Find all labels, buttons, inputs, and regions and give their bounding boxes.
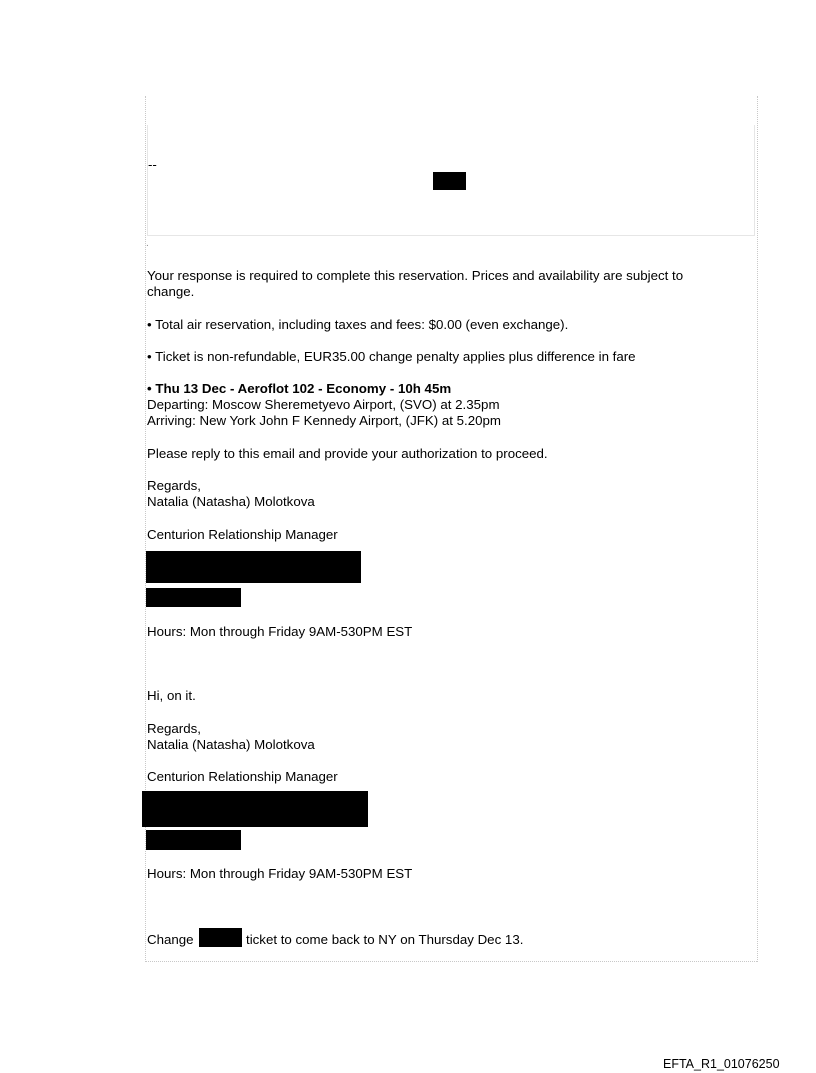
quote-separator: -- <box>148 157 157 172</box>
redaction-block <box>146 588 241 607</box>
email-frame-bottom-border <box>145 961 757 962</box>
reservation-intro-line1: Your response is required to complete this reservation. Prices and availability are subject to <box>147 268 684 283</box>
redaction-block <box>433 172 466 190</box>
signature-hours: Hours: Mon through Friday 9AM-530PM EST <box>147 624 413 639</box>
authorization-request: Please reply to this email and provide your authorization to proceed. <box>147 446 548 461</box>
email-frame-right-border <box>757 96 758 962</box>
reply-text: Hi, on it. <box>147 688 196 703</box>
redaction-block <box>146 830 241 850</box>
change-request-prefix: Change <box>147 932 194 947</box>
bates-number: EFTA_R1_01076250 <box>663 1057 780 1071</box>
reservation-intro-line2: change. <box>147 284 195 299</box>
small-dot: . <box>146 238 149 249</box>
flight-departing: Departing: Moscow Sheremetyevo Airport, (SVO) at 2.35pm <box>147 397 500 412</box>
bullet-total-air-reservation: • Total air reservation, including taxes and fees: $0.00 (even exchange). <box>147 317 569 332</box>
signature-title: Centurion Relationship Manager <box>147 527 338 542</box>
bullet-ticket-penalty: • Ticket is non-refundable, EUR35.00 change penalty applies plus difference in fare <box>147 349 636 364</box>
flight-heading: • Thu 13 Dec - Aeroflot 102 - Economy - 10h 45m <box>147 381 452 396</box>
redaction-block <box>142 791 368 827</box>
redaction-block <box>199 928 242 947</box>
signature-name: Natalia (Natasha) Molotkova <box>147 737 315 752</box>
change-request-suffix: ticket to come back to NY on Thursday Dec 13. <box>246 932 524 947</box>
redaction-block <box>146 551 361 583</box>
signature-regards: Regards, <box>147 721 201 736</box>
signature-title: Centurion Relationship Manager <box>147 769 338 784</box>
flight-arriving: Arriving: New York John F Kennedy Airport, (JFK) at 5.20pm <box>147 413 502 428</box>
signature-name: Natalia (Natasha) Molotkova <box>147 494 315 509</box>
signature-regards: Regards, <box>147 478 201 493</box>
signature-hours: Hours: Mon through Friday 9AM-530PM EST <box>147 866 413 881</box>
